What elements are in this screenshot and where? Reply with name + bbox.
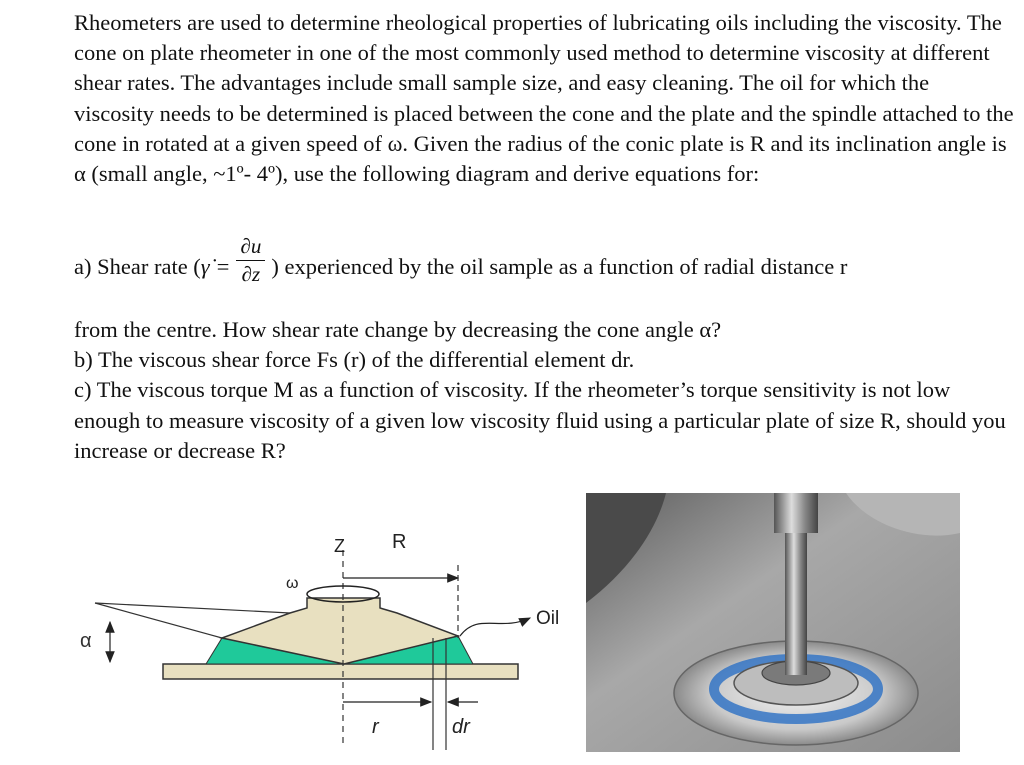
r-radius-label: R — [392, 531, 407, 553]
gamma-dot: γ̇ = — [200, 254, 231, 279]
intro-paragraph: Rheometers are used to determine rheological properties of lubricating oils including the viscosity. The cone on plate rheometer in one of the most commonly used method to determine viscosity at different shear rates. The advantages include small sample size, and easy cleaning. The oil for which the viscosity needs to be determined is placed between the cone and the plate and the spindle attached to the cone in rotated at a given speed of ω. Given the radius of the conic plate is R and its inclination angle is α (small angle, ~1º- 4º), use the following diagram and derive equations for: — [74, 10, 1014, 187]
dr-label: dr — [452, 716, 470, 738]
oil-label: Oil — [536, 608, 560, 629]
problem-intro — [74, 8, 1014, 189]
omega-label: ω — [286, 575, 299, 592]
cone-plate-diagram — [60, 500, 585, 760]
part-a-suffix: ) experienced by the oil sample as a function of radial distance r — [271, 254, 848, 279]
oil-pointer — [460, 618, 530, 636]
partial-fraction — [236, 236, 265, 285]
part-a-prefix: a) Shear rate ( — [74, 254, 201, 279]
questions — [74, 315, 1014, 466]
fraction-denominator: ∂z — [241, 262, 261, 287]
photo-spindle — [785, 529, 807, 675]
r-distance-label: r — [372, 716, 379, 738]
part-b: b) The viscous shear force Fs (r) of the differential element dr. — [74, 347, 635, 373]
fraction-numerator: ∂u — [236, 236, 265, 261]
part-a-line-1 — [74, 234, 1014, 287]
rheometer-photo — [586, 493, 960, 752]
bottom-plate — [163, 664, 518, 679]
photo-spindle-top — [774, 493, 818, 533]
part-c: c) The viscous torque M as a function of viscosity. If the rheometer’s torque sensitivity is not low enough to measure viscosity of a given low viscosity fluid using a particular plate of size R, should you increase or decrease R? — [74, 377, 1006, 463]
z-label: Z — [334, 536, 345, 556]
part-a-line-2: from the centre. How shear rate change by decreasing the cone angle α? — [74, 317, 722, 342]
alpha-label: α — [80, 630, 92, 652]
